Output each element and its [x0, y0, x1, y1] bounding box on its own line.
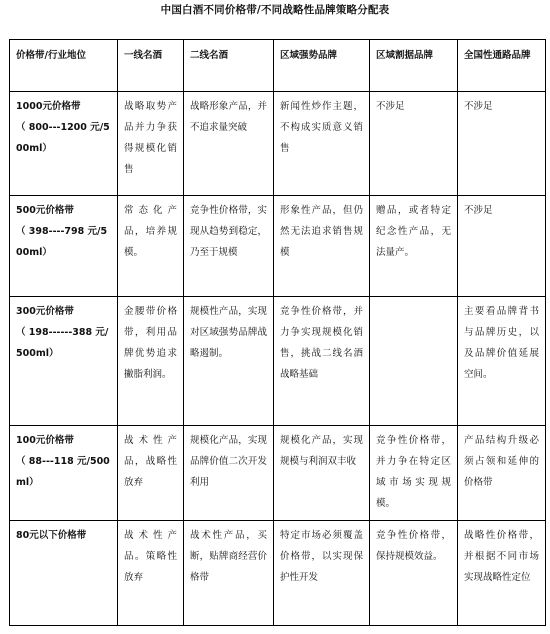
table-cell: 规模性产品，实现对区域强势品牌战略遏制。 — [184, 297, 274, 426]
header-tier1-liquor: 一线名酒 — [118, 40, 184, 92]
table-cell: 规模化产品，实现品牌价值二次开发利用 — [184, 426, 274, 521]
table-cell: 竞争性价格带，并力争实现规模化销售，挑战二线名酒战略基础 — [274, 297, 370, 426]
table-cell: 常态化产品，培养规模。 — [118, 196, 184, 297]
price-band-name: 80元以下价格带 — [16, 530, 87, 541]
table-cell: 金腰带价格带，利用品牌优势追求撇脂利润。 — [118, 297, 184, 426]
price-band-name: 500元价格带 — [16, 205, 74, 216]
table-cell: 产品结构升级必须占领和延伸的价格带 — [458, 426, 546, 521]
price-band-range: （ 800---1200 元/500ml） — [16, 122, 110, 154]
table-cell: 战术性产品，买断，贴牌商经营价格带 — [184, 521, 274, 626]
table-row — [10, 521, 546, 626]
header-tier2-liquor: 二线名酒 — [184, 40, 274, 92]
table-cell: 竞争性价格带，实现从趋势到稳定，乃至于规模 — [184, 196, 274, 297]
price-band-cell — [10, 521, 118, 626]
table-cell: 新闻性炒作主题，不构成实质意义销售 — [274, 92, 370, 196]
table-row — [10, 92, 546, 196]
table-cell: 竞争性价格带，保持规模效益。 — [370, 521, 458, 626]
table-cell: 赠品，或者特定纪念性产品，无法量产。 — [370, 196, 458, 297]
price-band-range: （ 88---118 元/500ml） — [16, 456, 110, 488]
table-cell: 不涉足 — [370, 92, 458, 196]
table-cell: 战术性产品，战略性放弃 — [118, 426, 184, 521]
price-band-range: （ 198------388 元/500ml） — [16, 327, 109, 359]
brand-strategy-table — [9, 39, 546, 626]
table-cell: 主要看品牌背书与品牌历史，以及品牌价值延展空间。 — [458, 297, 546, 426]
price-band-cell — [10, 426, 118, 521]
table-cell: 不涉足 — [458, 92, 546, 196]
table-header-row — [10, 40, 546, 92]
price-band-cell — [10, 196, 118, 297]
document-title: 中国白酒不同价格带/不同战略性品牌策略分配表 — [160, 4, 390, 16]
price-band-range: （ 398----798 元/500ml） — [16, 226, 108, 258]
table-cell: 战术性产品。策略性放弃 — [118, 521, 184, 626]
table-cell: 不涉足 — [458, 196, 546, 297]
price-band-name: 300元价格带 — [16, 306, 74, 317]
table-cell — [370, 297, 458, 426]
table-cell: 形象性产品，但仍然无法追求销售规模 — [274, 196, 370, 297]
table-cell: 战略性价格带，并根据不同市场实现战略性定位 — [458, 521, 546, 626]
table-cell: 竞争性价格带，并力争在特定区域市场实现规模。 — [370, 426, 458, 521]
table-cell: 规模化产品，实现规模与利润双丰收 — [274, 426, 370, 521]
price-band-name: 1000元价格带 — [16, 101, 81, 112]
table-cell: 战略形象产品，并不追求量突破 — [184, 92, 274, 196]
price-band-name: 100元价格带 — [16, 435, 74, 446]
header-regional-local-brand: 区域割据品牌 — [370, 40, 458, 92]
header-price-band: 价格带/行业地位 — [10, 40, 118, 92]
table-cell: 特定市场必须覆盖价格带，以实现保护性开发 — [274, 521, 370, 626]
table-cell: 战略取势产品并力争获得规模化销售 — [118, 92, 184, 196]
table-row — [10, 196, 546, 297]
price-band-cell — [10, 297, 118, 426]
table-row — [10, 426, 546, 521]
table-row — [10, 297, 546, 426]
header-regional-strong-brand: 区域强势品牌 — [274, 40, 370, 92]
price-band-cell — [10, 92, 118, 196]
header-national-channel-brand: 全国性通路品牌 — [458, 40, 546, 92]
